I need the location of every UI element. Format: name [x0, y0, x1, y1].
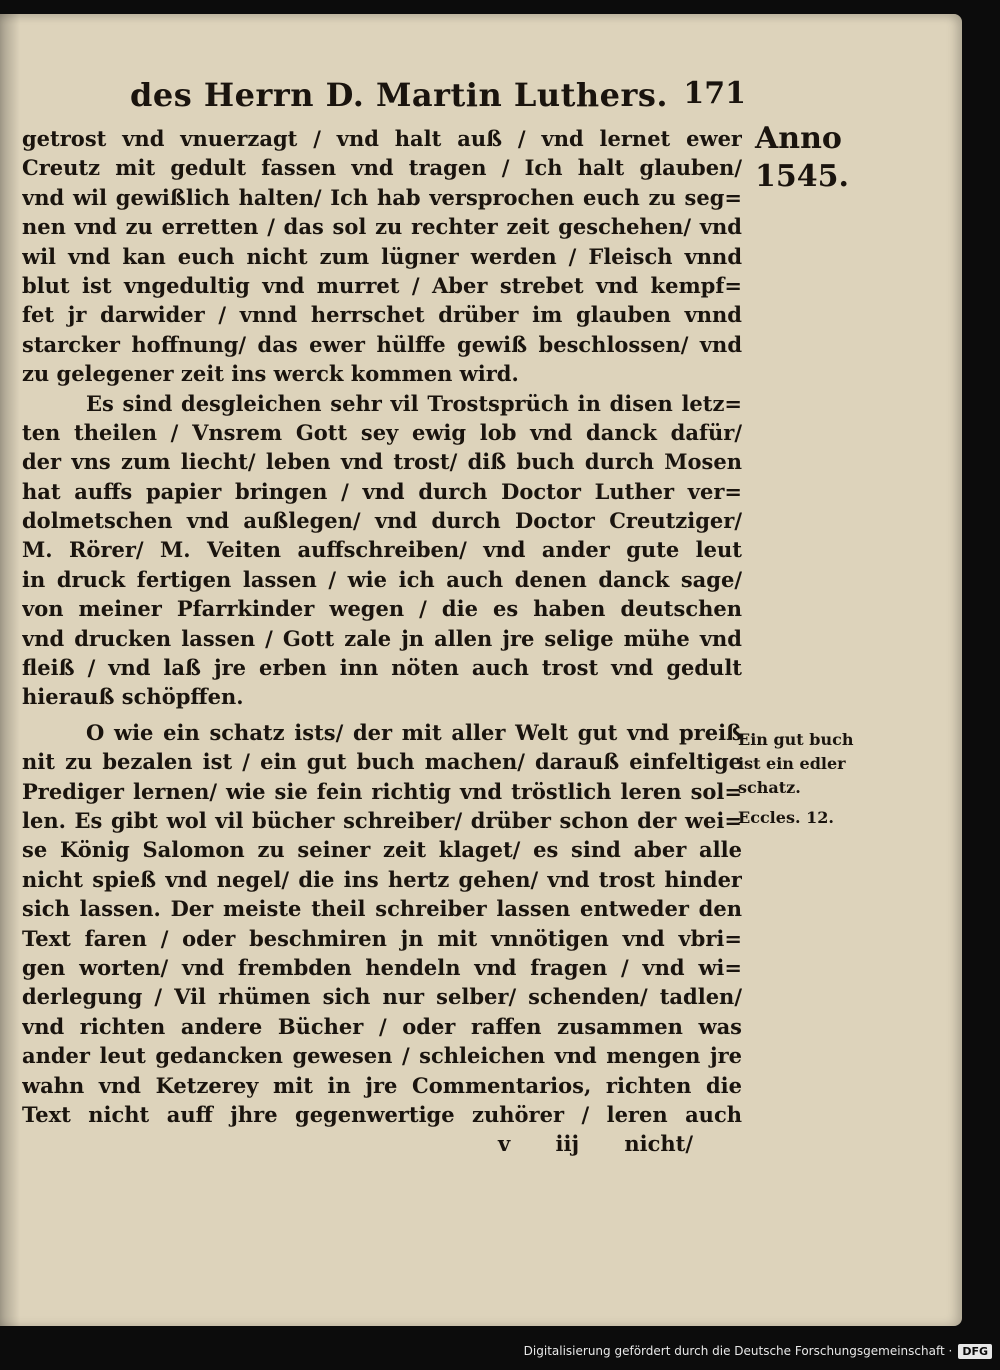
- text-line: derlegung / Vil rhümen sich nur selber/ schenden/ tadlen/: [22, 984, 742, 1010]
- text-line: vnd richten andere Bücher / oder raffen zusammen was: [22, 1013, 742, 1039]
- margin-note-line-2: ist ein edler: [738, 754, 846, 773]
- text-line: wahn vnd Ketzerey mit in jre Commentarios, richten die: [22, 1072, 742, 1098]
- text-line: len. Es gibt wol vil bücher schreiber/ drüber schon der wei=: [22, 807, 742, 833]
- text-line: fet jr darwider / vnnd herrschet drüber im glauben vnnd: [22, 302, 742, 328]
- text-line: von meiner Pfarrkinder wegen / die es haben deutschen: [22, 596, 742, 622]
- margin-year-line-1: Anno: [755, 121, 842, 156]
- text-line: in druck fertigen lassen / wie ich auch denen danck sage/: [22, 566, 742, 592]
- text-line: Text faren / oder beschmiren jn mit vnnötigen vnd vbri=: [22, 925, 742, 951]
- page-header: [130, 76, 746, 116]
- book-page: [0, 14, 962, 1326]
- text-line: M. Rörer/ M. Veiten auffschreiben/ vnd ander gute leut: [22, 537, 742, 563]
- text-line: vnd wil gewißlich halten/ Ich hab versprochen euch zu seg=: [22, 184, 742, 210]
- text-line: hat auffs papier bringen / vnd durch Doctor Luther ver=: [22, 478, 742, 504]
- margin-year-note: [755, 120, 865, 196]
- dfg-logo: DFG: [958, 1344, 992, 1359]
- text-line: nen vnd zu erretten / das sol zu rechter zeit geschehen/ vnd: [22, 214, 742, 240]
- text-line: gen worten/ vnd frembden hendeln vnd fragen / vnd wi=: [22, 954, 742, 980]
- margin-note-line-1: Ein gut buch: [738, 730, 854, 749]
- body-text: [22, 124, 742, 1159]
- text-line: nit zu bezalen ist / ein gut buch machen/ darauß einfeltige: [22, 749, 742, 775]
- footer-credit: Digitalisierung gefördert durch die Deutsche Forschungsgemeinschaft ·: [523, 1344, 953, 1358]
- text-line: zu gelegener zeit ins werck kommen wird.: [22, 361, 519, 387]
- text-line: Creutz mit gedult fassen vnd tragen / Ich halt glauben/: [22, 155, 742, 181]
- running-head: des Herrn D. Martin Luthers.: [130, 76, 669, 114]
- margin-year-line-2: 1545.: [755, 159, 849, 194]
- text-line: ten theilen / Vnsrem Gott sey ewig lob vnd danck dafür/: [22, 419, 742, 445]
- digitization-footer: [524, 1340, 1000, 1362]
- text-line: O wie ein schatz ists/ der mit aller Welt gut vnd preiß: [86, 719, 742, 745]
- text-line: starcker hoffnung/ das ewer hülffe gewiß beschlossen/ vnd: [22, 331, 742, 357]
- text-line: der vns zum liecht/ leben vnd trost/ diß buch durch Mosen: [22, 449, 742, 475]
- margin-note-line-3: schatz.: [738, 778, 801, 797]
- text-line: getrost vnd vnuerzagt / vnd halt auß / vnd lernet ewer: [22, 126, 742, 151]
- text-line: Prediger lernen/ wie sie fein richtig vnd tröstlich leren sol=: [22, 778, 742, 804]
- text-line: Es sind desgleichen sehr vil Trostsprüch in disen letz=: [86, 390, 742, 416]
- margin-note: [738, 728, 878, 830]
- text-line: hierauß schöpffen.: [22, 684, 244, 710]
- text-line: ander leut gedancken gewesen / schleichen vnd mengen jre: [22, 1043, 742, 1069]
- text-line: vnd drucken lassen / Gott zale jn allen jre selige mühe vnd: [22, 625, 742, 651]
- catchword-line: v iij nicht/: [498, 1131, 694, 1157]
- text-line: fleiß / vnd laß jre erben inn nöten auch trost vnd gedult: [22, 655, 742, 681]
- text-line: wil vnd kan euch nicht zum lügner werden / Fleisch vnnd: [22, 243, 742, 269]
- text-line: se König Salomon zu seiner zeit klaget/ es sind aber alle: [22, 837, 742, 863]
- text-line: Text nicht auff jhre gegenwertige zuhörer / leren auch: [22, 1101, 742, 1127]
- margin-reference: Eccles. 12.: [738, 808, 834, 827]
- text-line: dolmetschen vnd außlegen/ vnd durch Doctor Creutziger/: [22, 508, 742, 534]
- text-line: nicht spieß vnd negel/ die ins hertz gehen/ vnd trost hinder: [22, 866, 742, 892]
- text-line: blut ist vngedultig vnd murret / Aber strebet vnd kempf=: [22, 272, 742, 298]
- text-line: sich lassen. Der meiste theil schreiber lassen entweder den: [22, 896, 742, 922]
- page-number: 171: [683, 76, 746, 111]
